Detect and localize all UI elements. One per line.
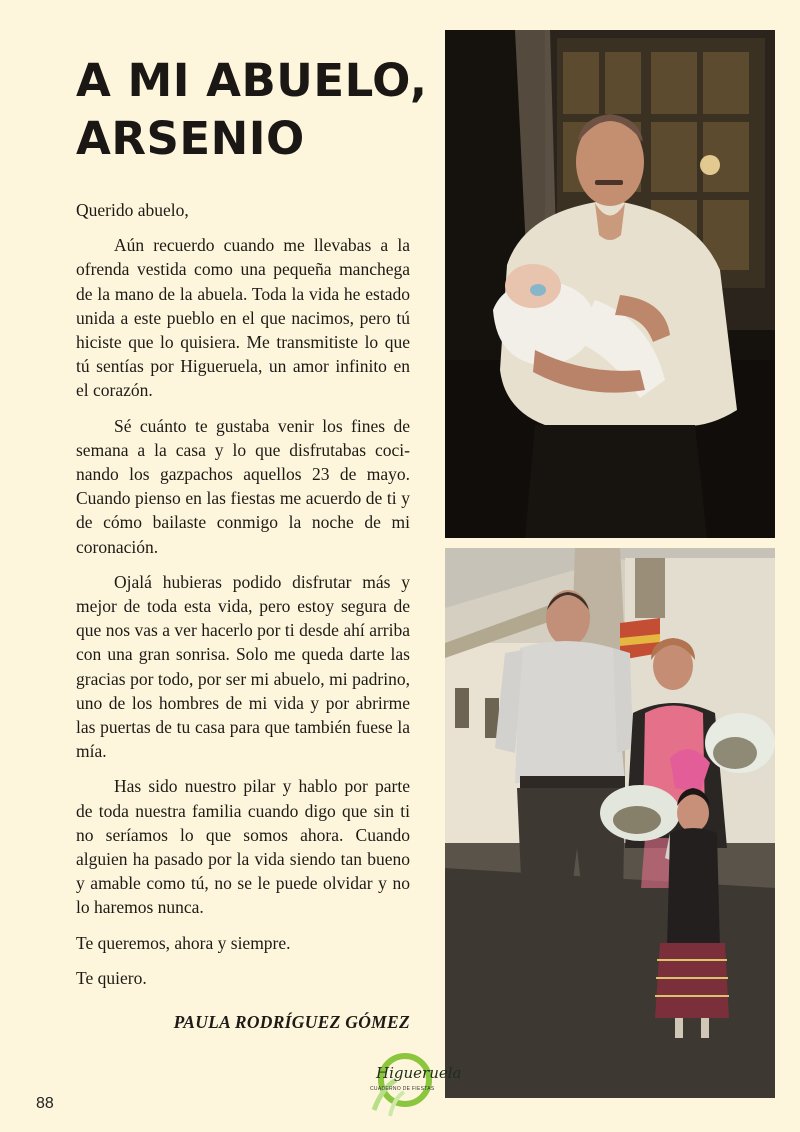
paragraph: Aún recuerdo cuando me llevabas a la ofrenda vestida como una pequeña manchega de la mano de la abuela. Toda la vida he estado unida a este pueblo en el que nacimos, pero tú hiciste que lo quisiera. Me transmitiste lo que tú sentías por Higueruela, un amor infinito en el corazón. [76, 235, 410, 401]
paragraph: Has sido nuestro pilar y hablo por parte de toda nuestra familia cuando digo que sin ti no seríamos lo que somos ahora. Cuando alguien ha pasado por la vida siendo tan bueno y amable como tú, no se le puede olvidar y no lo haremos nunca. [76, 776, 410, 918]
page-number: 88 [36, 1095, 54, 1112]
author-signature: PAULA RODRÍGUEZ GÓMEZ [173, 1012, 410, 1032]
salutation: Querido abuelo, [76, 200, 189, 220]
higueruela-logo [360, 1046, 462, 1120]
fig-leaf-icon [360, 1046, 440, 1120]
paragraph: Ojalá hubieras podido disfrutar más y mejor de toda esta vida, pero estoy segura de que nos vas a ver hacerlo por ti desde ahí arriba con una gran sonrisa. Solo me queda darte las gracias por todo, por ser mi abuelo, mi padrino, uno de los hombres de mi vida y por abrirme las puertas de tu casa para que también fuese la mía. [76, 571, 410, 762]
closing-line: Te quiero. [76, 967, 147, 988]
photo-illustration [445, 30, 775, 538]
photo-family-in-street [445, 548, 775, 1098]
logo-subtitle: CUADERNO DE FIESTAS [370, 1086, 435, 1092]
photo-grandfather-with-baby [445, 30, 775, 538]
letter-body [76, 198, 410, 1001]
photo-illustration [445, 548, 775, 1098]
logo-wordmark: Higueruela [376, 1064, 462, 1082]
paragraph: Sé cuánto te gustaba venir los fines de semana a la casa y lo que disfrutabas cocinando los gazpachos aquellos 23 de mayo. Cuando pienso en las fiestas me acuerdo de ti y de cómo bailaste conmigo la noche de mi coronación. [76, 415, 410, 557]
page-title [76, 52, 436, 168]
title-line-1: A MI ABUELO, [76, 54, 428, 107]
closing-line: Te queremos, ahora y siempre. [76, 932, 291, 953]
title-line-2: ARSENIO [76, 112, 305, 165]
